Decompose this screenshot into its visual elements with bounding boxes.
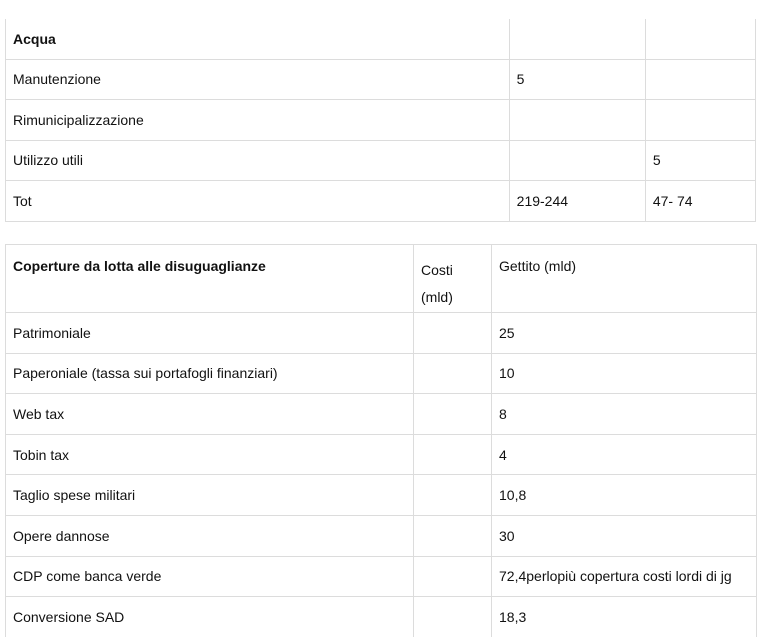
row-costs: [414, 597, 492, 637]
row-costs: [509, 19, 645, 59]
row-costs: 5: [509, 59, 645, 100]
row-label: CDP come banca verde: [6, 556, 414, 597]
table-row: [6, 597, 757, 637]
header-label: Coperture da lotta alle disuguaglianze: [6, 245, 414, 313]
table-row: [6, 100, 756, 141]
row-label: Acqua: [6, 19, 510, 59]
table-row: [6, 140, 756, 181]
costs-table: [5, 19, 756, 222]
table-row: [6, 353, 757, 394]
row-label: Utilizzo utili: [6, 140, 510, 181]
header-revenue: Gettito (mld): [492, 245, 757, 313]
row-revenue: 30: [492, 515, 757, 556]
row-label: Conversione SAD: [6, 597, 414, 637]
table-row: [6, 19, 756, 59]
row-costs: [414, 556, 492, 597]
table-row: [6, 181, 756, 222]
row-label: Tobin tax: [6, 434, 414, 475]
row-costs: [414, 475, 492, 516]
table-row: [6, 313, 757, 354]
row-costs: [414, 394, 492, 435]
row-label: Web tax: [6, 394, 414, 435]
row-revenue: 47- 74: [645, 181, 755, 222]
row-label: Taglio spese militari: [6, 475, 414, 516]
table-row: [6, 394, 757, 435]
row-costs: [509, 100, 645, 141]
row-revenue: 10,8: [492, 475, 757, 516]
row-label: Paperoniale (tassa sui portafogli finanziari): [6, 353, 414, 394]
row-revenue: 8: [492, 394, 757, 435]
row-revenue: [645, 19, 755, 59]
table-row: [6, 434, 757, 475]
table-row: [6, 475, 757, 516]
row-label: Opere dannose: [6, 515, 414, 556]
row-costs: [414, 434, 492, 475]
row-label: Rimunicipalizzazione: [6, 100, 510, 141]
row-costs: [509, 140, 645, 181]
row-costs: [414, 353, 492, 394]
row-revenue: 10: [492, 353, 757, 394]
table-header-row: [6, 245, 757, 313]
coverage-table: [5, 244, 757, 637]
table-row: [6, 556, 757, 597]
row-revenue: [645, 100, 755, 141]
row-label: Tot: [6, 181, 510, 222]
row-revenue: 25: [492, 313, 757, 354]
row-revenue: [645, 59, 755, 100]
header-costs: Costi (mld): [414, 245, 492, 313]
row-costs: 219-244: [509, 181, 645, 222]
row-label: Patrimoniale: [6, 313, 414, 354]
row-label: Manutenzione: [6, 59, 510, 100]
row-costs: [414, 515, 492, 556]
row-revenue: 18,3: [492, 597, 757, 637]
row-costs: [414, 313, 492, 354]
row-revenue: 72,4perlopiù copertura costi lordi di jg: [492, 556, 757, 597]
row-revenue: 4: [492, 434, 757, 475]
table-row: [6, 515, 757, 556]
row-revenue: 5: [645, 140, 755, 181]
table-row: [6, 59, 756, 100]
